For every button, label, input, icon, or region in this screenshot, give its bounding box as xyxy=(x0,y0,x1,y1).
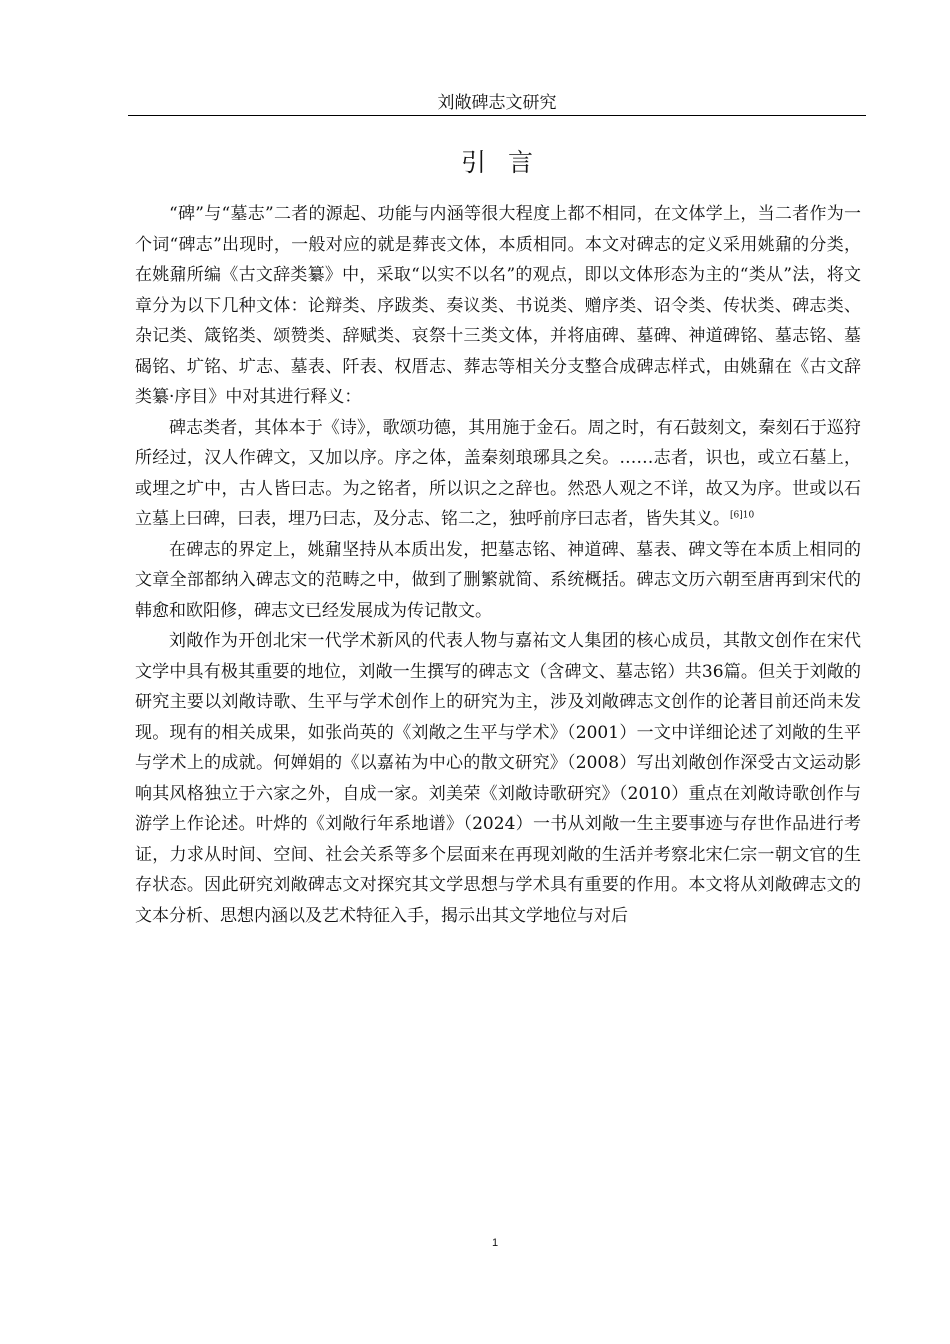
quote-text: 碑志类者，其体本于《诗》，歌颂功德，其用施于金石。周之时，有石鼓刻文，秦刻石于巡狩所经过，汉人作碑文，又加以序。序之体，盖秦刻琅琊具之矣。……志者，识也，或立石墓上，或埋之圹中，古人皆曰志。为之铭者，所以识之之辞也。然恐人观之不详，故又为序。世或以石立墓上曰碑，曰表，埋乃曰志，及分志、铭二之，独呼前序曰志者，皆失其义。 xyxy=(135,417,861,529)
block-quote xyxy=(135,413,861,535)
citation-marker: [6]10 xyxy=(730,510,755,521)
header-rule xyxy=(128,115,866,116)
paragraph-text: “碑”与“墓志”二者的源起、功能与内涵等很大程度上都不相同，在文体学上，当二者作为一个词“碑志”出现时，一般对应的就是葬丧文体，本质相同。本文对碑志的定义采用姚鼐的分类，在姚鼐所编《古文辞类纂》中，采取“以实不以名”的观点，即以文体形态为主的“类从”法，将文章分为以下几种文体：论辩类、序跋类、奏议类、书说类、赠序类、诏令类、传状类、碑志类、杂记类、箴铭类、颂赞类、辞赋类、哀祭十三类文体，并将庙碑、墓碑、神道碑铭、墓志铭、墓碣铭、圹铭、圹志、墓表、阡表、权厝志、葬志等相关分支整合成碑志样式，由姚鼐在《古文辞类纂·序目》中对其进行释义： xyxy=(135,204,861,407)
running-header: 刘敞碑志文研究 xyxy=(437,93,557,113)
paragraph-text: 在碑志的界定上，姚鼐坚持从本质出发，把墓志铭、神道碑、墓表、碑文等在本质上相同的文章全部都纳入碑志文的范畴之中，做到了删繁就简、系统概括。碑志文历六朝至唐再到宋代的韩愈和欧阳修，碑志文已经发展成为传记散文。 xyxy=(135,539,861,621)
page-number: 1 xyxy=(491,1237,499,1249)
section-title: 引言 xyxy=(460,148,555,177)
body-text xyxy=(135,199,861,931)
paragraph-text: 刘敞作为开创北宋一代学术新风的代表人物与嘉祐文人集团的核心成员，其散文创作在宋代文学中具有极其重要的地位，刘敞一生撰写的碑志文（含碑文、墓志铭）共36篇。但关于刘敞的研究主要以刘敞诗歌、生平与学术创作上的研究为主，涉及刘敞碑志文创作的论著目前还尚未发现。现有的相关成果，如张尚英的《刘敞之生平与学术》（2001）一文中详细论述了刘敞的生平与学术上的成就。何婵娟的《以嘉祐为中心的散文研究》（2008）写出刘敞创作深受古文运动影响其风格独立于六家之外，自成一家。刘美荣《刘敞诗歌研究》（2010）重点在刘敞诗歌创作与游学上作论述。叶烨的《刘敞行年系地谱》（2024）一书从刘敞一生主要事迹与存世作品进行考证，力求从时间、空间、社会关系等多个层面来在再现刘敞的生活并考察北宋仁宗一朝文官的生存状态。因此研究刘敞碑志文对探究其文学思想与学术具有重要的作用。本文将从刘敞碑志文的文本分析、思想内涵以及艺术特征入手，揭示出其文学地位与对后 xyxy=(135,631,861,926)
paragraph-definition xyxy=(135,199,861,413)
paragraph-scope xyxy=(135,535,861,627)
paragraph-research xyxy=(135,626,861,931)
